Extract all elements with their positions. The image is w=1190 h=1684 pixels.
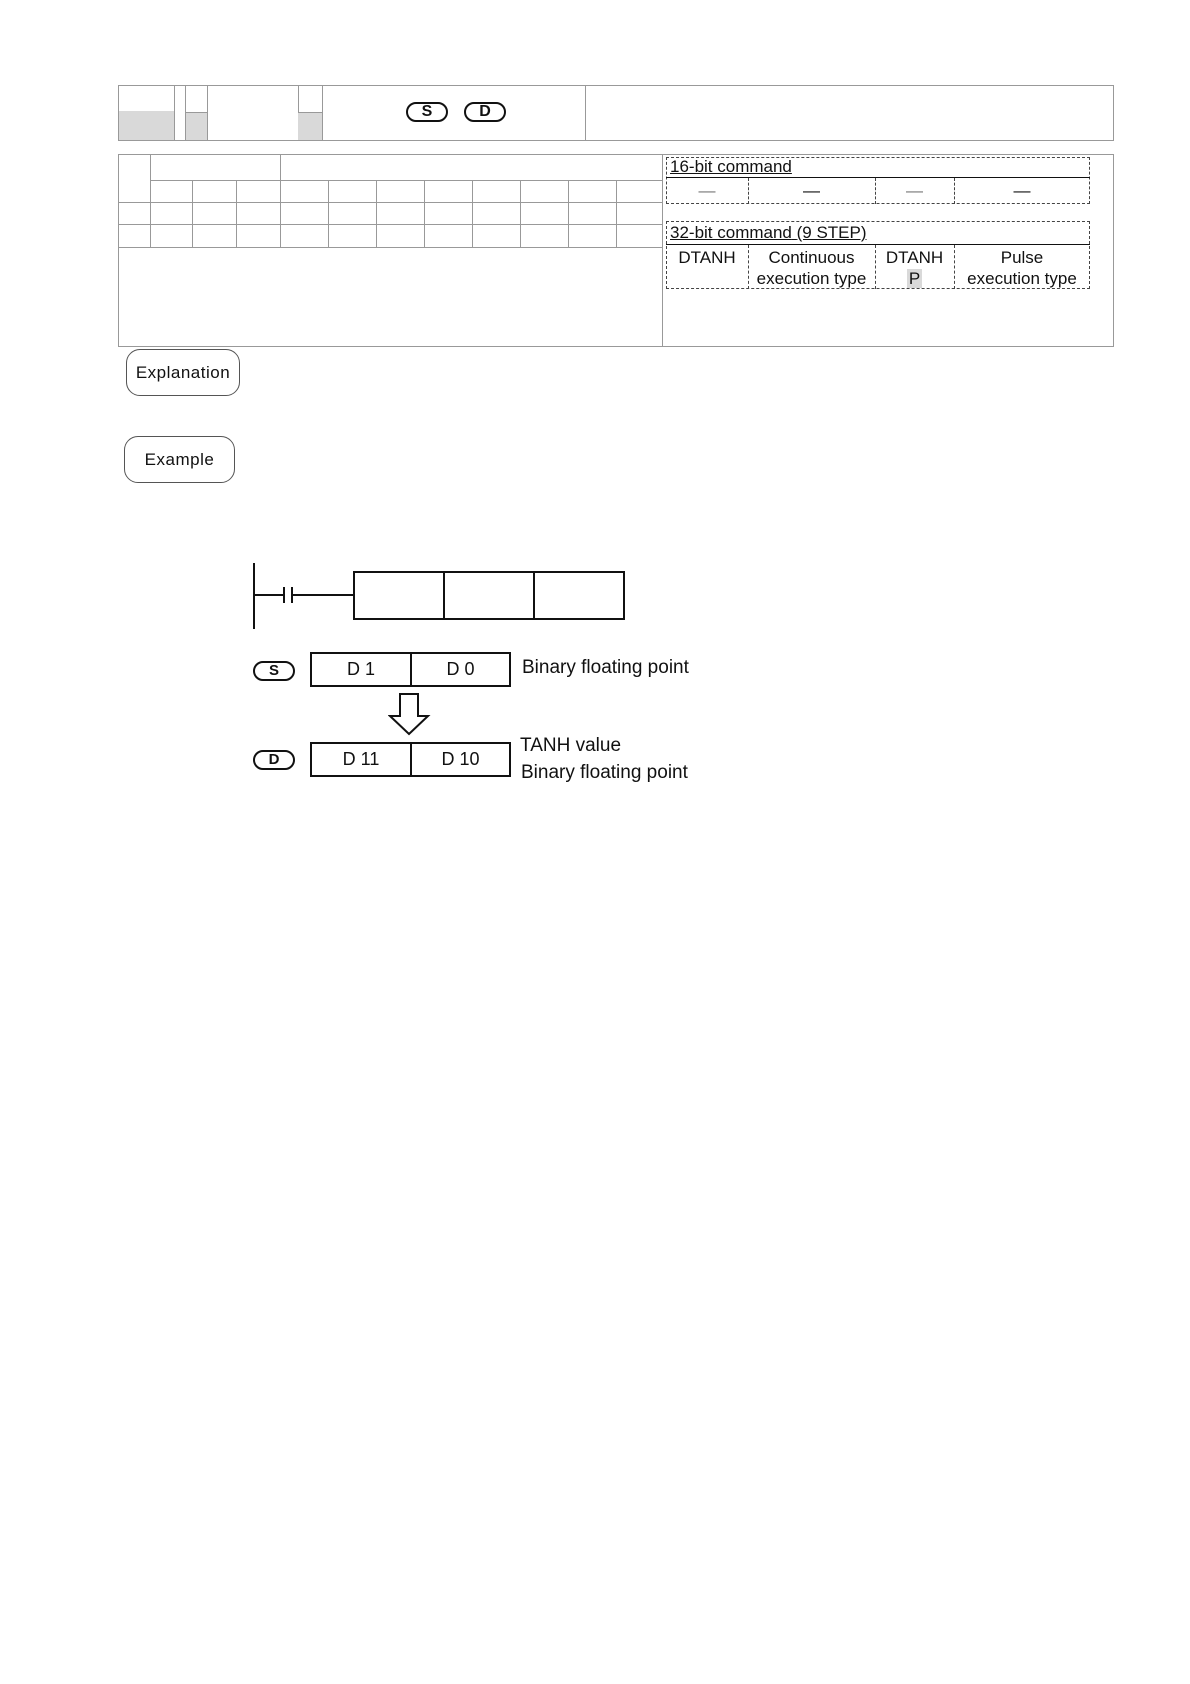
explanation-label: Explanation	[126, 349, 240, 396]
grid-v	[424, 180, 425, 247]
api-shade	[119, 111, 174, 140]
instruction-box	[354, 572, 624, 619]
cmd32-pulse-type-line1: Pulse	[1000, 248, 1044, 267]
cmd32-pulse-type-line2: execution type	[967, 269, 1077, 288]
instruction-header	[118, 85, 1114, 141]
cmd32-cont-type-line1: Continuous	[768, 248, 855, 267]
source-register-low: D 0	[410, 652, 511, 687]
mnemonic-flag-shade	[186, 112, 207, 140]
grid-h	[119, 202, 662, 203]
pulse-flag-cell	[298, 86, 323, 140]
dest-register-low: D 10	[410, 742, 511, 777]
dest-description-line1: TANH value	[520, 735, 622, 756]
grid-h	[119, 247, 662, 248]
grid-v	[280, 155, 281, 247]
grid-v	[328, 180, 329, 247]
cmd16-underline	[666, 177, 1090, 178]
api-cell	[119, 86, 175, 140]
cmd32-pulse-p: P	[908, 269, 921, 288]
cmd32-title-text: 32-bit command	[670, 223, 792, 242]
grid-v	[192, 180, 193, 247]
grid-h	[119, 224, 662, 225]
grid-v	[472, 180, 473, 247]
pulse-flag-shade	[298, 112, 322, 140]
dest-description-line2: Binary floating point	[521, 762, 688, 783]
cmd16-cell: —	[906, 181, 923, 200]
mnemonic-flag-divider	[186, 112, 207, 113]
cmd32-pulse-name-line1: DTANH	[885, 248, 944, 267]
cmd16-cell: —	[698, 181, 716, 200]
down-arrow-icon	[388, 692, 432, 736]
operands-cell	[322, 86, 586, 140]
cmd16-cell: —	[803, 181, 820, 200]
operand-s-badge: S	[406, 102, 448, 122]
cmd32-step: (9 STEP)	[796, 223, 867, 242]
grid-v	[236, 180, 237, 247]
cmd16-title: 16-bit command	[670, 157, 792, 176]
cmd32-pulse-type	[954, 247, 1090, 289]
grid-v	[616, 180, 617, 247]
pulse-flag-divider	[298, 112, 322, 113]
diagram-s-badge: S	[253, 661, 295, 681]
grid-v	[520, 180, 521, 247]
source-description: Binary floating point	[522, 657, 689, 678]
dest-register-high: D 11	[310, 742, 412, 777]
operand-d-badge: D	[464, 102, 506, 122]
grid-v	[568, 180, 569, 247]
source-register-high: D 1	[310, 652, 412, 687]
example-label: Example	[124, 436, 235, 483]
cmd32-underline	[666, 244, 1090, 245]
mnemonic-flag-cell	[185, 86, 208, 140]
cmd32-pulse-name	[875, 247, 954, 289]
function-cell	[585, 86, 1113, 140]
cmd32-title	[670, 223, 867, 243]
grid-v	[150, 155, 151, 247]
operand-table	[118, 154, 1114, 347]
cmd32-pulse-name-line2	[875, 268, 954, 289]
cmd16-cell: —	[1013, 181, 1031, 200]
ladder-diagram	[240, 555, 640, 635]
grid-v	[662, 155, 663, 347]
type-flag-cell	[174, 86, 184, 140]
diagram-d-badge: D	[253, 750, 295, 770]
grid-v	[376, 180, 377, 247]
cmd32-cont-type-line2: execution type	[756, 269, 867, 288]
mnemonic-cell	[206, 86, 299, 140]
cmd32-cont-type	[748, 247, 875, 289]
grid-h	[150, 180, 662, 181]
cmd32-cont-name: DTANH	[678, 248, 736, 267]
